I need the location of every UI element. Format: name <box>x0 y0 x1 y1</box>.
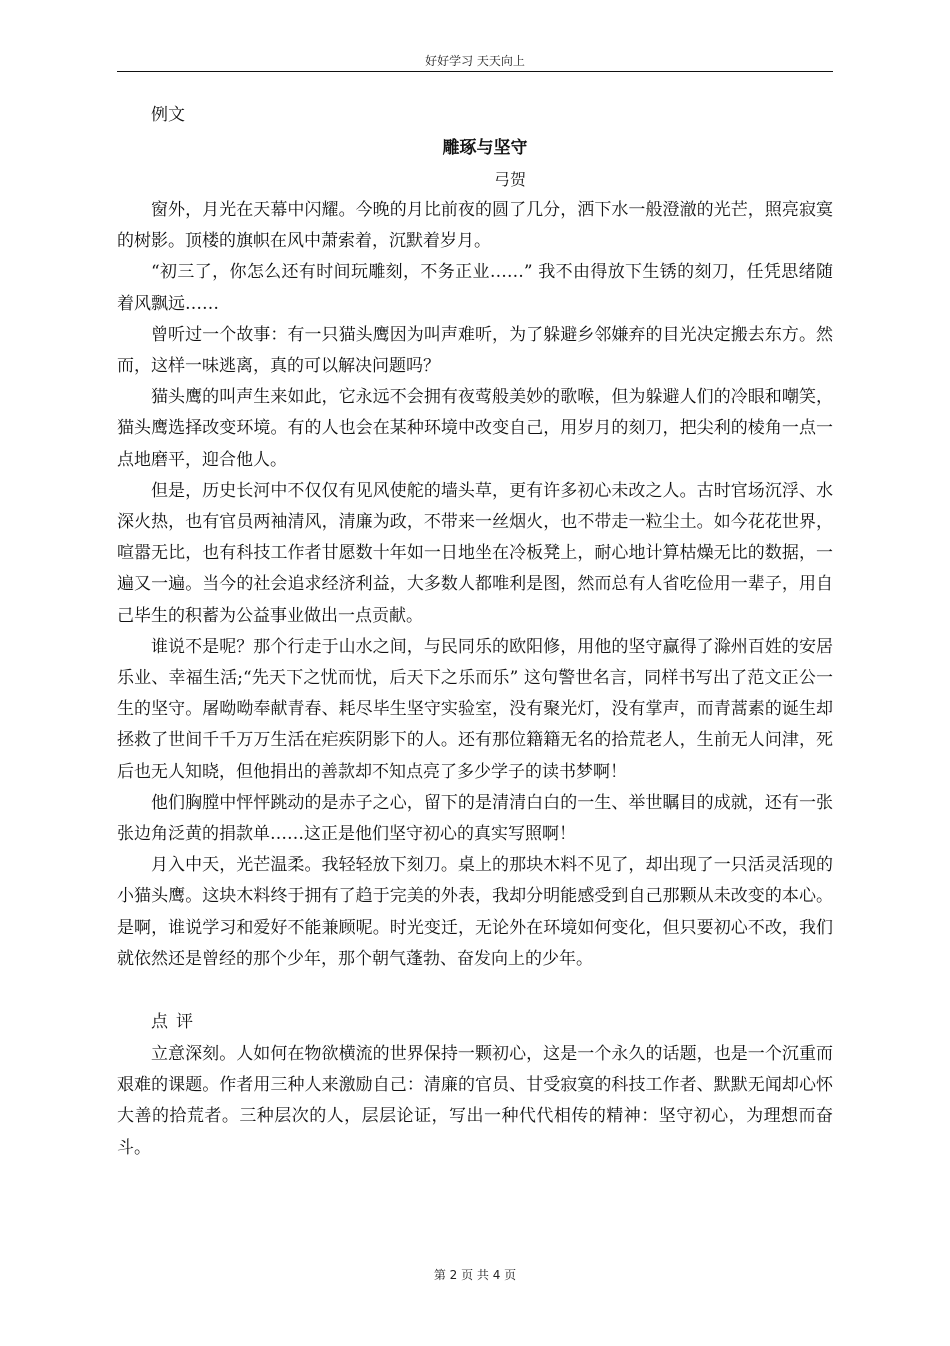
section-spacer <box>117 975 833 1006</box>
header-divider <box>117 71 833 72</box>
review-text: 立意深刻。人如何在物欲横流的世界保持一颗初心，这是一个永久的话题，也是一个沉重而艰难的课题。作者用三种人来激励自己：清廉的官员、甘受寂寞的科技工作者、默默无闻却心怀大善的拾荒者。三种层次的人，层层论证，写出一种代代相传的精神：坚守初心，为理想而奋斗。 <box>117 1044 833 1158</box>
essay-paragraph: 但是，历史长河中不仅仅有见风使舵的墙头草，更有许多初心未改之人。古时官场沉浮、水深火热，也有官员两袖清风，清廉为政，不带来一丝烟火，也不带走一粒尘土。如今花花世界，喧嚣无比，也有科技工作者甘愿数十年如一日地坐在冷板凳上，耐心地计算枯燥无比的数据，一遍又一遍。当今的社会追求经济利益，大多数人都唯利是图，然而总有人省吃俭用一辈子，用自己毕生的积蓄为公益事业做出一点贡献。 <box>117 480 833 626</box>
essay-paragraph: 谁说不是呢？那个行走于山水之间，与民同乐的欧阳修，用他的坚守赢得了滁州百姓的安居乐业、幸福生活;“先天下之忧而忧，后天下之乐而乐” 这句警世名言，同样书写出了范文正公一生的坚守。屠呦呦奉献青春、耗尽毕生坚守实验室，没有聚光灯，没有掌声，而青蒿素的诞生却拯救了世间千千万万生活在疟疾阴影下的人。还有那位籍籍无名的拾荒老人，生前无人问津，死后也无人知晓，但他捐出的善款却不知点亮了多少学子的读书梦啊！ <box>117 636 833 782</box>
essay-paragraph: 月入中天，光芒温柔。我轻轻放下刻刀。桌上的那块木料不见了，却出现了一只活灵活现的小猫头鹰。这块木料终于拥有了趋于完美的外表，我却分明能感受到自己那颗从未改变的本心。是啊，谁说学习和爱好不能兼顾呢。时光变迁，无论外在环境如何变化，但只要初心不改，我们就依然还是曾经的那个少年，那个朝气蓬勃、奋发向上的少年。 <box>117 855 833 969</box>
essay-paragraph: 他们胸膛中怦怦跳动的是赤子之心，留下的是清清白白的一生、举世瞩目的成就，还有一张张边角泛黄的捐款单……这正是他们坚守初心的真实写照啊！ <box>117 792 833 845</box>
page-header: 好好学习 天天向上 <box>425 54 525 68</box>
page-footer: 第 2 页 共 4 页 <box>433 1268 517 1282</box>
essay-label: 例文 <box>151 105 185 125</box>
essay-paragraph: 曾听过一个故事：有一只猫头鹰因为叫声难听，为了躲避乡邻嫌弃的目光决定搬去东方。然而，这样一味逃离，真的可以解决问题吗？ <box>117 324 833 377</box>
essay-paragraph: “初三了，你怎么还有时间玩雕刻，不务正业……” 我不由得放下生锈的刻刀，任凭思绪随着风飘远…… <box>117 262 833 314</box>
essay-paragraph: 窗外，月光在天幕中闪耀。今晚的月比前夜的圆了几分，洒下水一般澄澈的光芒，照亮寂寞的树影。顶楼的旗帜在风中萧索着，沉默着岁月。 <box>117 200 833 252</box>
essay-paragraph: 猫头鹰的叫声生来如此，它永远不会拥有夜莺般美妙的歌喉，但为躲避人们的冷眼和嘲笑，猫头鹰选择改变环境。有的人也会在某种环境中改变自己，用岁月的刻刀，把尖利的棱角一点一点地磨平，迎合他人。 <box>117 387 833 470</box>
page-body <box>117 99 833 1164</box>
essay-title: 雕琢与坚守 <box>442 138 528 158</box>
review-label: 点评 <box>151 1012 201 1033</box>
essay-author: 弓贺 <box>493 170 526 189</box>
